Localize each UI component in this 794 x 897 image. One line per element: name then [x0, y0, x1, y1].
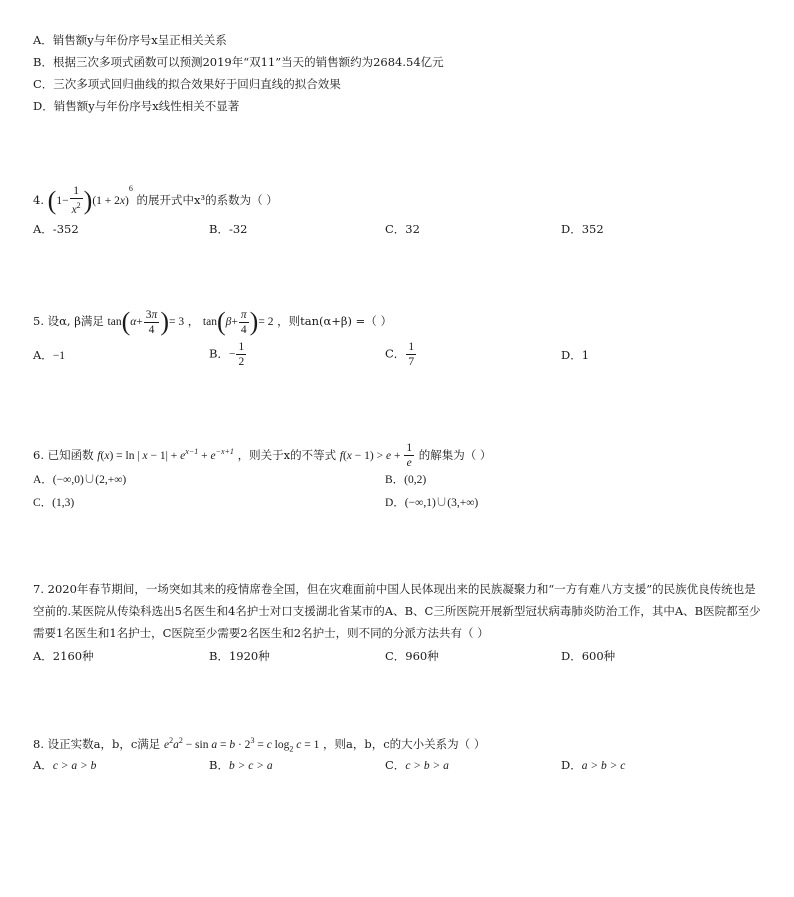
q6-tail: 的解集为（ ） — [418, 447, 492, 462]
q8-equation: $e^2a^2 - \sin a = b \cdot 2^3 = c$ $\log_2 c = 1$ — [163, 736, 320, 754]
q3-option-c: C．三次多项式回归曲线的拟合效果好于回归直线的拟合效果 — [33, 77, 341, 91]
q7-option-a: A．2160种 — [33, 649, 94, 663]
q6-lead: 6. 已知函数 — [33, 447, 94, 462]
q3-option-b: B．根据三次多项式函数可以预测2019年“双11”当天的销售额约为2684.54亿元 — [33, 55, 444, 69]
q8-option-c: C．c > b > a — [385, 758, 449, 772]
q5-equation-1: tan(α+ $\frac{3\pi}{4}$ )= 3 — [107, 307, 185, 336]
q8-option-a: A．c > a > b — [33, 758, 97, 772]
q4-formula: (1− $\frac{1}{x^2}$ )$(1 + 2x)^6$ — [47, 184, 133, 217]
q5-option-d: D．1 — [561, 348, 590, 362]
q8-option-d: D．a > b > c — [561, 758, 626, 772]
q7-option-c: C．960种 — [385, 649, 439, 663]
q6-mid: ，则关于x的不等式 — [237, 447, 337, 462]
q4-option-d: D．352 — [561, 222, 604, 236]
q5-tail: ，则tan(α+β) =（ ） — [277, 314, 392, 328]
q5-stem — [33, 306, 392, 337]
q6-option-d: D．(−∞,1)∪(3,+∞) — [385, 497, 479, 509]
q5-option-b: B．− $\frac{1}{2}$ — [209, 341, 245, 368]
q6-option-a: A．(−∞,0)∪(2,+∞) — [33, 474, 127, 486]
q6-option-b: B．(0,2) — [385, 474, 427, 486]
q7-line-2: 空前的.某医院从传染科选出5名医生和4名护士对口支援湖北省某市的A、B、C三所医院开展新型冠状病毒肺炎防治工作，其中A、B医院都至少 — [33, 604, 761, 618]
q5-option-a: A．−1 — [33, 348, 66, 362]
q6-option-c: C．(1,3) — [33, 497, 75, 509]
q6-stem — [33, 438, 491, 470]
q4-option-c: C．32 — [385, 222, 420, 236]
q4-tail: 的展开式中x³的系数为（ ） — [136, 192, 278, 207]
q6-inequality: f(x − 1) > e + $\frac{1}{e}$ — [339, 442, 413, 470]
q8-tail: ，则a，b，c的大小关系为（ ） — [323, 736, 486, 751]
q5-equation-2: tan(β+ $\frac{\pi}{4}$ )= 2 — [202, 307, 274, 336]
q8-option-b: B．b > c > a — [209, 758, 273, 772]
q4-option-b: B．-32 — [209, 222, 248, 236]
q8-lead: 8. 设正实数a，b，c满足 — [33, 736, 161, 751]
q4-number: 4. — [33, 192, 44, 207]
q3-option-a: A．销售额y与年份序号x呈正相关关系 — [33, 33, 227, 47]
q8-stem — [33, 733, 485, 757]
q5-mid: ， — [187, 314, 200, 328]
q5-lead: 5. 设α, β满足 — [33, 314, 104, 328]
q4-option-a: A．-352 — [33, 222, 79, 236]
q3-option-d: D．销售额y与年份序号x线性相关不显著 — [33, 99, 240, 113]
q7-line-1: 7. 2020年春节期间，一场突如其来的疫情席卷全国，但在灾难面前中国人民体现出来的民族凝聚力和“一方有难八方支援”的民族优良传统也是 — [33, 582, 756, 596]
q7-line-3: 需要1名医生和1名护士，C医院至少需要2名医生和2名护士，则不同的分派方法共有（ ） — [33, 626, 489, 640]
q5-option-c: C． $\frac{1}{7}$ — [385, 341, 415, 368]
q4-stem — [33, 181, 278, 217]
q7-option-d: D．600种 — [561, 649, 616, 663]
q6-function: f(x) = ln | $x - 1| + e^{x-1} + e^{-x+1}$ — [97, 447, 234, 462]
q7-option-b: B．1920种 — [209, 649, 270, 663]
